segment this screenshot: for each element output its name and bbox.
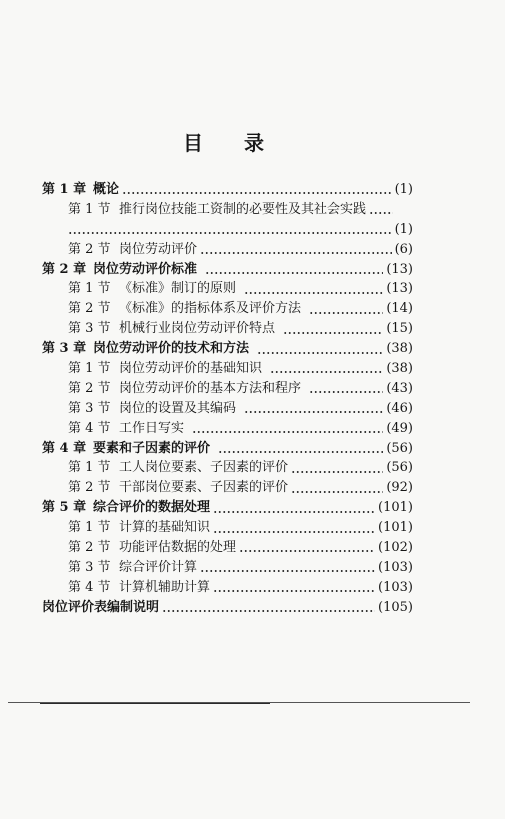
toc-section — [42, 399, 413, 419]
toc-section — [42, 299, 413, 319]
toc-entry-label: 第 2 节 — [68, 241, 111, 257]
toc-entry-page: (38) — [386, 361, 413, 377]
dot-leader — [244, 399, 383, 418]
toc-entry-title: 工作日写实 — [119, 420, 185, 436]
toc-entry-title: 岗位的设置及其编码 — [119, 400, 237, 416]
toc-entry-page: (101) — [378, 500, 413, 516]
page-title: 目 录 — [183, 131, 264, 155]
toc-section — [42, 279, 413, 299]
dot-leader — [162, 598, 375, 617]
page-rule-dark-segment — [40, 703, 270, 704]
dot-leader — [270, 359, 383, 378]
toc-entry-label: 第 1 章 — [42, 182, 87, 197]
dot-leader — [213, 499, 375, 518]
toc-entry-page: (105) — [378, 599, 413, 615]
dot-leader — [283, 320, 383, 339]
toc-section-continuation — [42, 220, 413, 240]
toc-entry-title: 岗位劳动评价的技术和方法 — [93, 341, 250, 357]
dot-leader — [213, 578, 375, 597]
toc-section — [42, 458, 413, 478]
toc-entry-title: 岗位劳动评价的基础知识 — [119, 361, 263, 377]
toc-entry-title: 综合评价的数据处理 — [93, 500, 211, 516]
toc-entry-title: 岗位劳动评价 — [119, 241, 198, 257]
toc-entry-page: (56) — [386, 460, 413, 476]
toc-entry-label: 第 2 节 — [68, 480, 111, 496]
toc-entry-title: 干部岗位要素、子因素的评价 — [119, 480, 289, 496]
toc-section — [42, 419, 413, 439]
toc-entry-label: 第 2 节 — [68, 380, 111, 396]
toc-entry-title: 要素和子因素的评价 — [93, 440, 211, 456]
toc-entry-page: (102) — [378, 540, 413, 556]
toc-entry-title: 岗位评价表编制说明 — [42, 599, 160, 615]
dot-leader — [257, 340, 383, 359]
toc-chapter — [42, 180, 413, 200]
dot-leader — [200, 558, 375, 577]
toc-entry-title: 推行岗位技能工资制的必要性及其社会实践 — [119, 201, 367, 217]
toc-entry-page: (6) — [394, 241, 413, 257]
dot-leader — [192, 419, 383, 438]
toc-entry-title: 计算的基础知识 — [119, 520, 211, 536]
toc-entry-label: 第 3 节 — [68, 400, 111, 416]
toc-entry-label: 第 3 节 — [68, 321, 111, 337]
toc-entry-title: 机械行业岗位劳动评价特点 — [119, 321, 276, 337]
toc-entry-page: (46) — [386, 400, 413, 416]
dot-leader — [291, 479, 383, 498]
toc-entry-page: (103) — [378, 559, 413, 575]
toc-entry-page: (15) — [386, 321, 413, 337]
toc-entry-page: (101) — [378, 520, 413, 536]
toc-entry-page: (49) — [386, 420, 413, 436]
dot-leader — [122, 180, 392, 199]
toc-entry-label: 第 2 节 — [68, 540, 111, 556]
dot-leader — [205, 260, 383, 279]
dot-leader — [213, 519, 375, 538]
toc-chapter — [42, 339, 413, 359]
dot-leader — [200, 240, 392, 259]
toc-entry-label: 第 1 节 — [68, 520, 111, 536]
toc-entry-label: 第 4 节 — [68, 579, 111, 595]
toc-section — [42, 538, 413, 558]
toc-entry-label: 第 2 节 — [68, 301, 111, 317]
toc-section — [42, 200, 413, 220]
toc-entry-page: (1) — [394, 182, 413, 197]
toc-list — [42, 180, 413, 618]
dot-leader — [244, 280, 383, 299]
toc-section — [42, 240, 413, 260]
toc-entry-page: (14) — [386, 301, 413, 317]
toc-entry-title: 计算机辅助计算 — [119, 579, 211, 595]
toc-entry-title: 功能评估数据的处理 — [119, 540, 237, 556]
dot-leader — [239, 538, 375, 557]
toc-section — [42, 359, 413, 379]
toc-appendix — [42, 598, 413, 618]
toc-section — [42, 558, 413, 578]
dot-leader — [68, 220, 392, 239]
toc-chapter — [42, 439, 413, 459]
toc-entry-label: 第 3 章 — [42, 341, 87, 357]
toc-entry-title: 综合评价计算 — [119, 559, 198, 575]
toc-entry-page: (92) — [386, 480, 413, 496]
dot-leader — [309, 379, 383, 398]
toc-section — [42, 379, 413, 399]
toc-entry-page: (1) — [394, 221, 413, 237]
toc-entry-label: 第 2 章 — [42, 261, 87, 277]
toc-entry-title: 《标准》制订的原则 — [119, 281, 237, 297]
dot-leader — [218, 439, 383, 458]
toc-section — [42, 478, 413, 498]
toc-entry-title: 概论 — [93, 182, 120, 197]
toc-entry-title: 《标准》的指标体系及评价方法 — [119, 301, 302, 317]
toc-entry-title: 岗位劳动评价的基本方法和程序 — [119, 380, 302, 396]
toc-entry-page: (13) — [386, 281, 413, 297]
toc-entry-page: (56) — [386, 440, 413, 456]
dot-leader — [309, 300, 383, 319]
toc-entry-label: 第 4 章 — [42, 440, 87, 456]
toc-entry-label: 第 4 节 — [68, 420, 111, 436]
toc-chapter — [42, 498, 413, 518]
toc-entry-label: 第 1 节 — [68, 460, 111, 476]
dot-leader — [369, 200, 393, 219]
toc-section — [42, 518, 413, 538]
toc-chapter — [42, 260, 413, 280]
toc-entry-label: 第 1 节 — [68, 281, 111, 297]
toc-entry-title: 工人岗位要素、子因素的评价 — [119, 460, 289, 476]
toc-entry-label: 第 1 节 — [68, 361, 111, 377]
dot-leader — [291, 459, 383, 478]
toc-entry-page: (43) — [386, 380, 413, 396]
toc-entry-page: (103) — [378, 579, 413, 595]
toc-section — [42, 319, 413, 339]
toc-entry-label: 第 5 章 — [42, 500, 87, 516]
toc-entry-label: 第 3 节 — [68, 559, 111, 575]
toc-entry-page: (38) — [386, 341, 413, 357]
toc-section — [42, 578, 413, 598]
toc-entry-page: (13) — [386, 261, 413, 277]
toc-entry-label: 第 1 节 — [68, 201, 111, 217]
toc-entry-title: 岗位劳动评价标准 — [93, 261, 198, 277]
